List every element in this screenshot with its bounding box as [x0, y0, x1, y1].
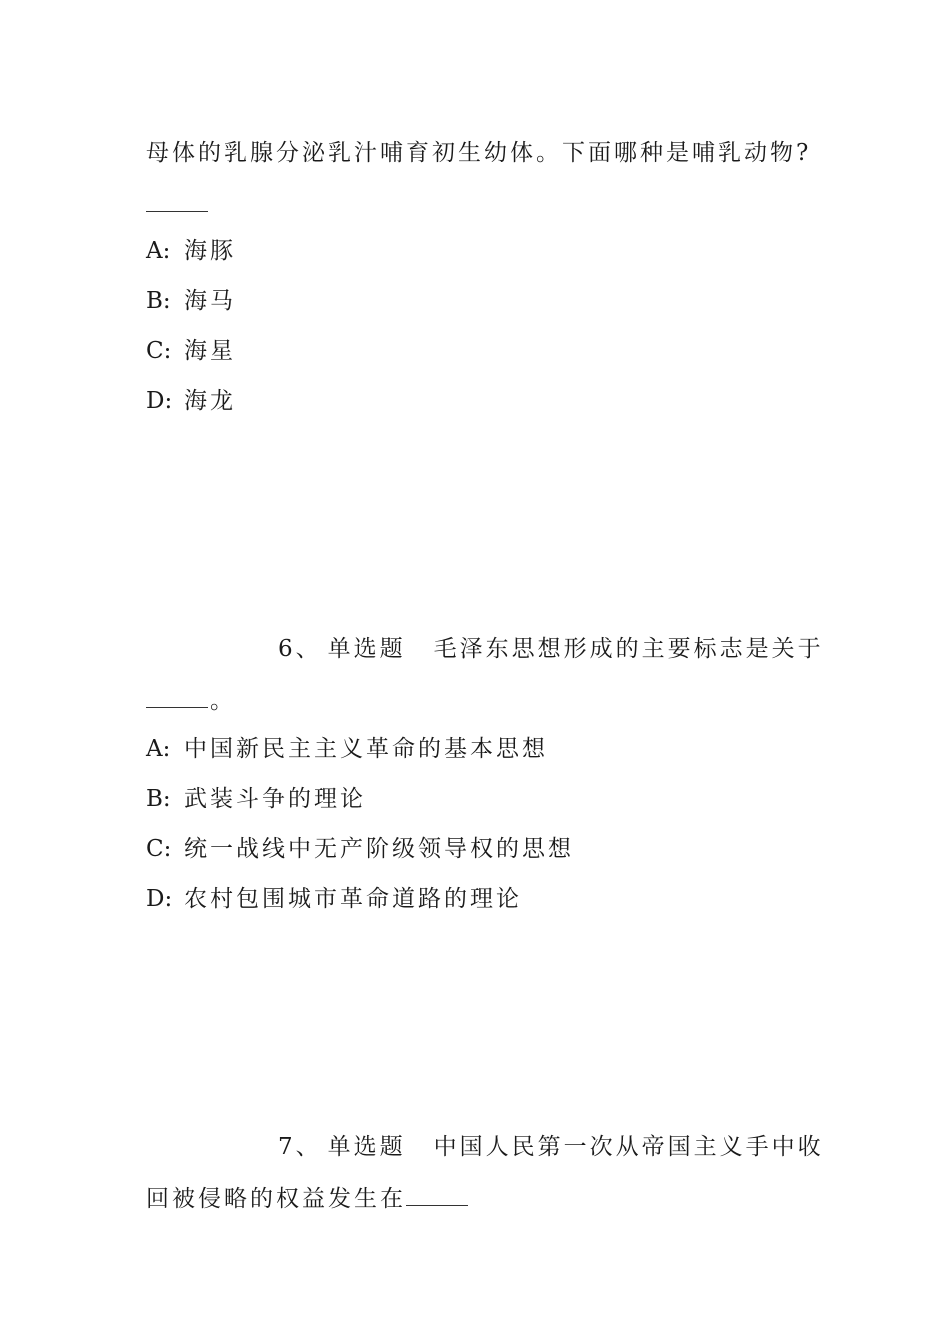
q6-option-b — [146, 784, 366, 814]
q5-option-d — [146, 386, 236, 416]
q5-option-a — [146, 236, 236, 266]
option-letter: A: — [146, 238, 171, 264]
question-stem-cont: 回被侵略的权益发生在 — [146, 1186, 406, 1212]
option-letter: D: — [146, 886, 173, 912]
option-letter: D: — [146, 388, 173, 414]
option-text: 中国新民主主义革命的基本思想 — [184, 736, 548, 762]
option-letter: C: — [146, 338, 172, 364]
q6-heading — [278, 634, 824, 664]
q5-option-c — [146, 336, 236, 366]
question-number: 7、 — [278, 1134, 322, 1160]
option-text: 海星 — [184, 338, 236, 364]
option-letter: B: — [146, 786, 171, 812]
option-text: 武装斗争的理论 — [184, 786, 366, 812]
q6-stem-line2 — [146, 686, 236, 716]
blank-line — [146, 195, 208, 212]
option-text: 海豚 — [184, 238, 236, 264]
question-type: 单选题 — [327, 1134, 406, 1160]
question-stem: 中国人民第一次从帝国主义手中收 — [433, 1134, 824, 1160]
q6-option-d — [146, 884, 522, 914]
q5-answer-blank — [146, 190, 210, 220]
question-stem: 毛泽东思想形成的主要标志是关于 — [433, 636, 824, 662]
q5-option-b — [146, 286, 236, 316]
q6-option-c — [146, 834, 574, 864]
stem-suffix: 。 — [210, 688, 236, 714]
option-letter: A: — [146, 736, 171, 762]
question-number: 6、 — [278, 636, 322, 662]
option-text: 海马 — [184, 288, 236, 314]
q7-heading — [278, 1132, 824, 1162]
question-type: 单选题 — [327, 636, 406, 662]
q5-stem-text: 母体的乳腺分泌乳汁哺育初生幼体。下面哪种是哺乳动物? — [146, 140, 812, 166]
option-text: 统一战线中无产阶级领导权的思想 — [184, 836, 574, 862]
blank-line — [146, 691, 208, 708]
option-letter: B: — [146, 288, 171, 314]
option-text: 农村包围城市革命道路的理论 — [184, 886, 522, 912]
option-text: 海龙 — [184, 388, 236, 414]
blank-line — [406, 1189, 468, 1206]
q6-option-a — [146, 734, 548, 764]
option-letter: C: — [146, 836, 172, 862]
q7-stem-line2 — [146, 1184, 470, 1214]
